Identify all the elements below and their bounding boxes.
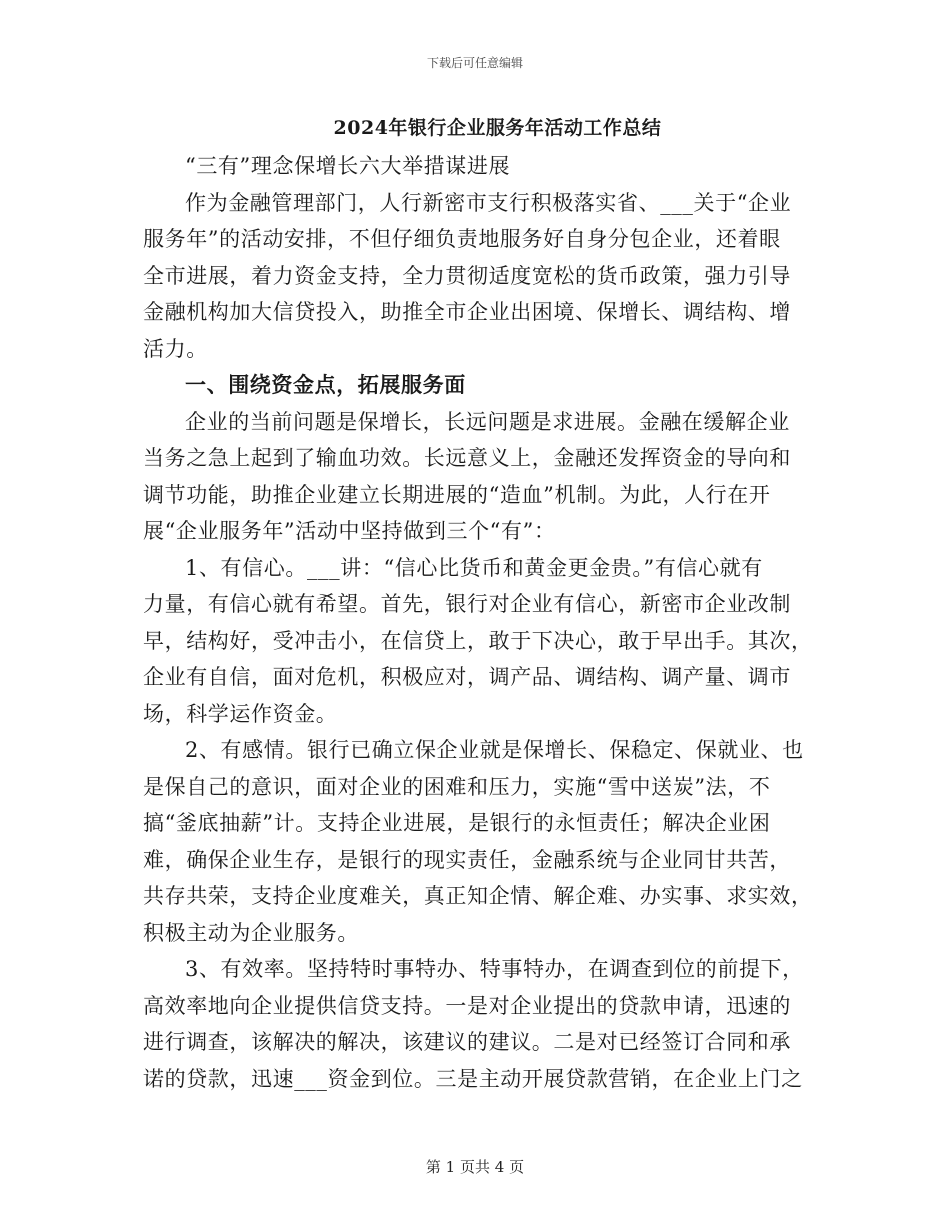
text-line: 展“企业服务年”活动中坚持做到三个“有”： [143, 519, 556, 543]
header-note: 下载后可任意编辑 [426, 56, 523, 70]
text-line: 当务之急上起到了输血功效。长远意义上，金融还发挥资金的导向和 [143, 446, 791, 470]
text-line: 进行调查，该解决的解决，该建议的建议。二是对已经签订合同和承 [143, 1030, 791, 1054]
text-line: 积极主动为企业服务。 [143, 920, 359, 945]
text-line: “三有”理念保增长六大举措谋进展 [185, 154, 511, 178]
text-line: 2、有感情。银行已确立保企业就是保增长、保稳定、保就业、也 [185, 738, 804, 762]
text-line: 企业有自信，面对危机，积极应对，调产品、调结构、调产量、调市 [143, 665, 791, 689]
text-line: 搞“釜底抽薪”计。支持企业进展，是银行的永恒责任；解决企业困 [143, 811, 771, 835]
text-line: 全市进展，着力资金支持，全力贯彻适度宽松的货币政策，强力引导 [143, 263, 791, 288]
section-heading: 一、围绕资金点，拓展服务面 [185, 372, 466, 397]
text-line: 难，确保企业生存，是银行的现实责任，金融系统与企业同甘共苦， [143, 847, 791, 872]
text-line: 场，科学运作资金。 [143, 701, 338, 726]
text-line: 企业的当前问题是保增长，长远问题是求进展。金融在缓解企业 [185, 409, 790, 434]
text-line: 1、有信心。___讲：“信心比货币和黄金更金贵。”有信心就有 [185, 555, 763, 580]
text-line: 调节功能，助推企业建立长期进展的“造血”机制。为此，人行在开 [143, 482, 771, 507]
document-body [143, 148, 813, 1097]
text-line: 金融机构加大信贷投入，助推全市企业出困境、保增长、调结构、增 [143, 300, 791, 324]
text-line: 早，结构好，受冲击小，在信贷上，敢于下决心，敢于早出手。其次， [143, 628, 813, 653]
text-line: 作为金融管理部门，人行新密市支行积极落实省、___关于“企业 [185, 190, 792, 215]
text-line: 3、有效率。坚持特时事特办、特事特办，在调查到位的前提下， [185, 957, 804, 981]
text-line: 是保自己的意识，面对企业的困难和压力，实施“雪中送炭”法，不 [143, 774, 771, 799]
page-footer: 第 1 页共 4 页 [425, 1158, 525, 1176]
text-line: 共存共荣，支持企业度难关，真正知企情、解企难、办实事、求实效， [143, 884, 813, 908]
text-line: 活力。 [143, 336, 208, 361]
text-line: 力量，有信心就有希望。首先，银行对企业有信心，新密市企业改制 [143, 592, 791, 616]
text-line: 高效率地向企业提供信贷支持。一是对企业提出的贷款申请，迅速的 [143, 993, 791, 1018]
text-line: 诺的贷款，迅速___资金到位。三是主动开展贷款营销，在企业上门之 [143, 1066, 803, 1091]
document-title: 2024年银行企业服务年活动工作总结 [333, 117, 662, 139]
text-line: 服务年”的活动安排，不但仔细负责地服务好自身分包企业，还着眼 [143, 227, 781, 251]
